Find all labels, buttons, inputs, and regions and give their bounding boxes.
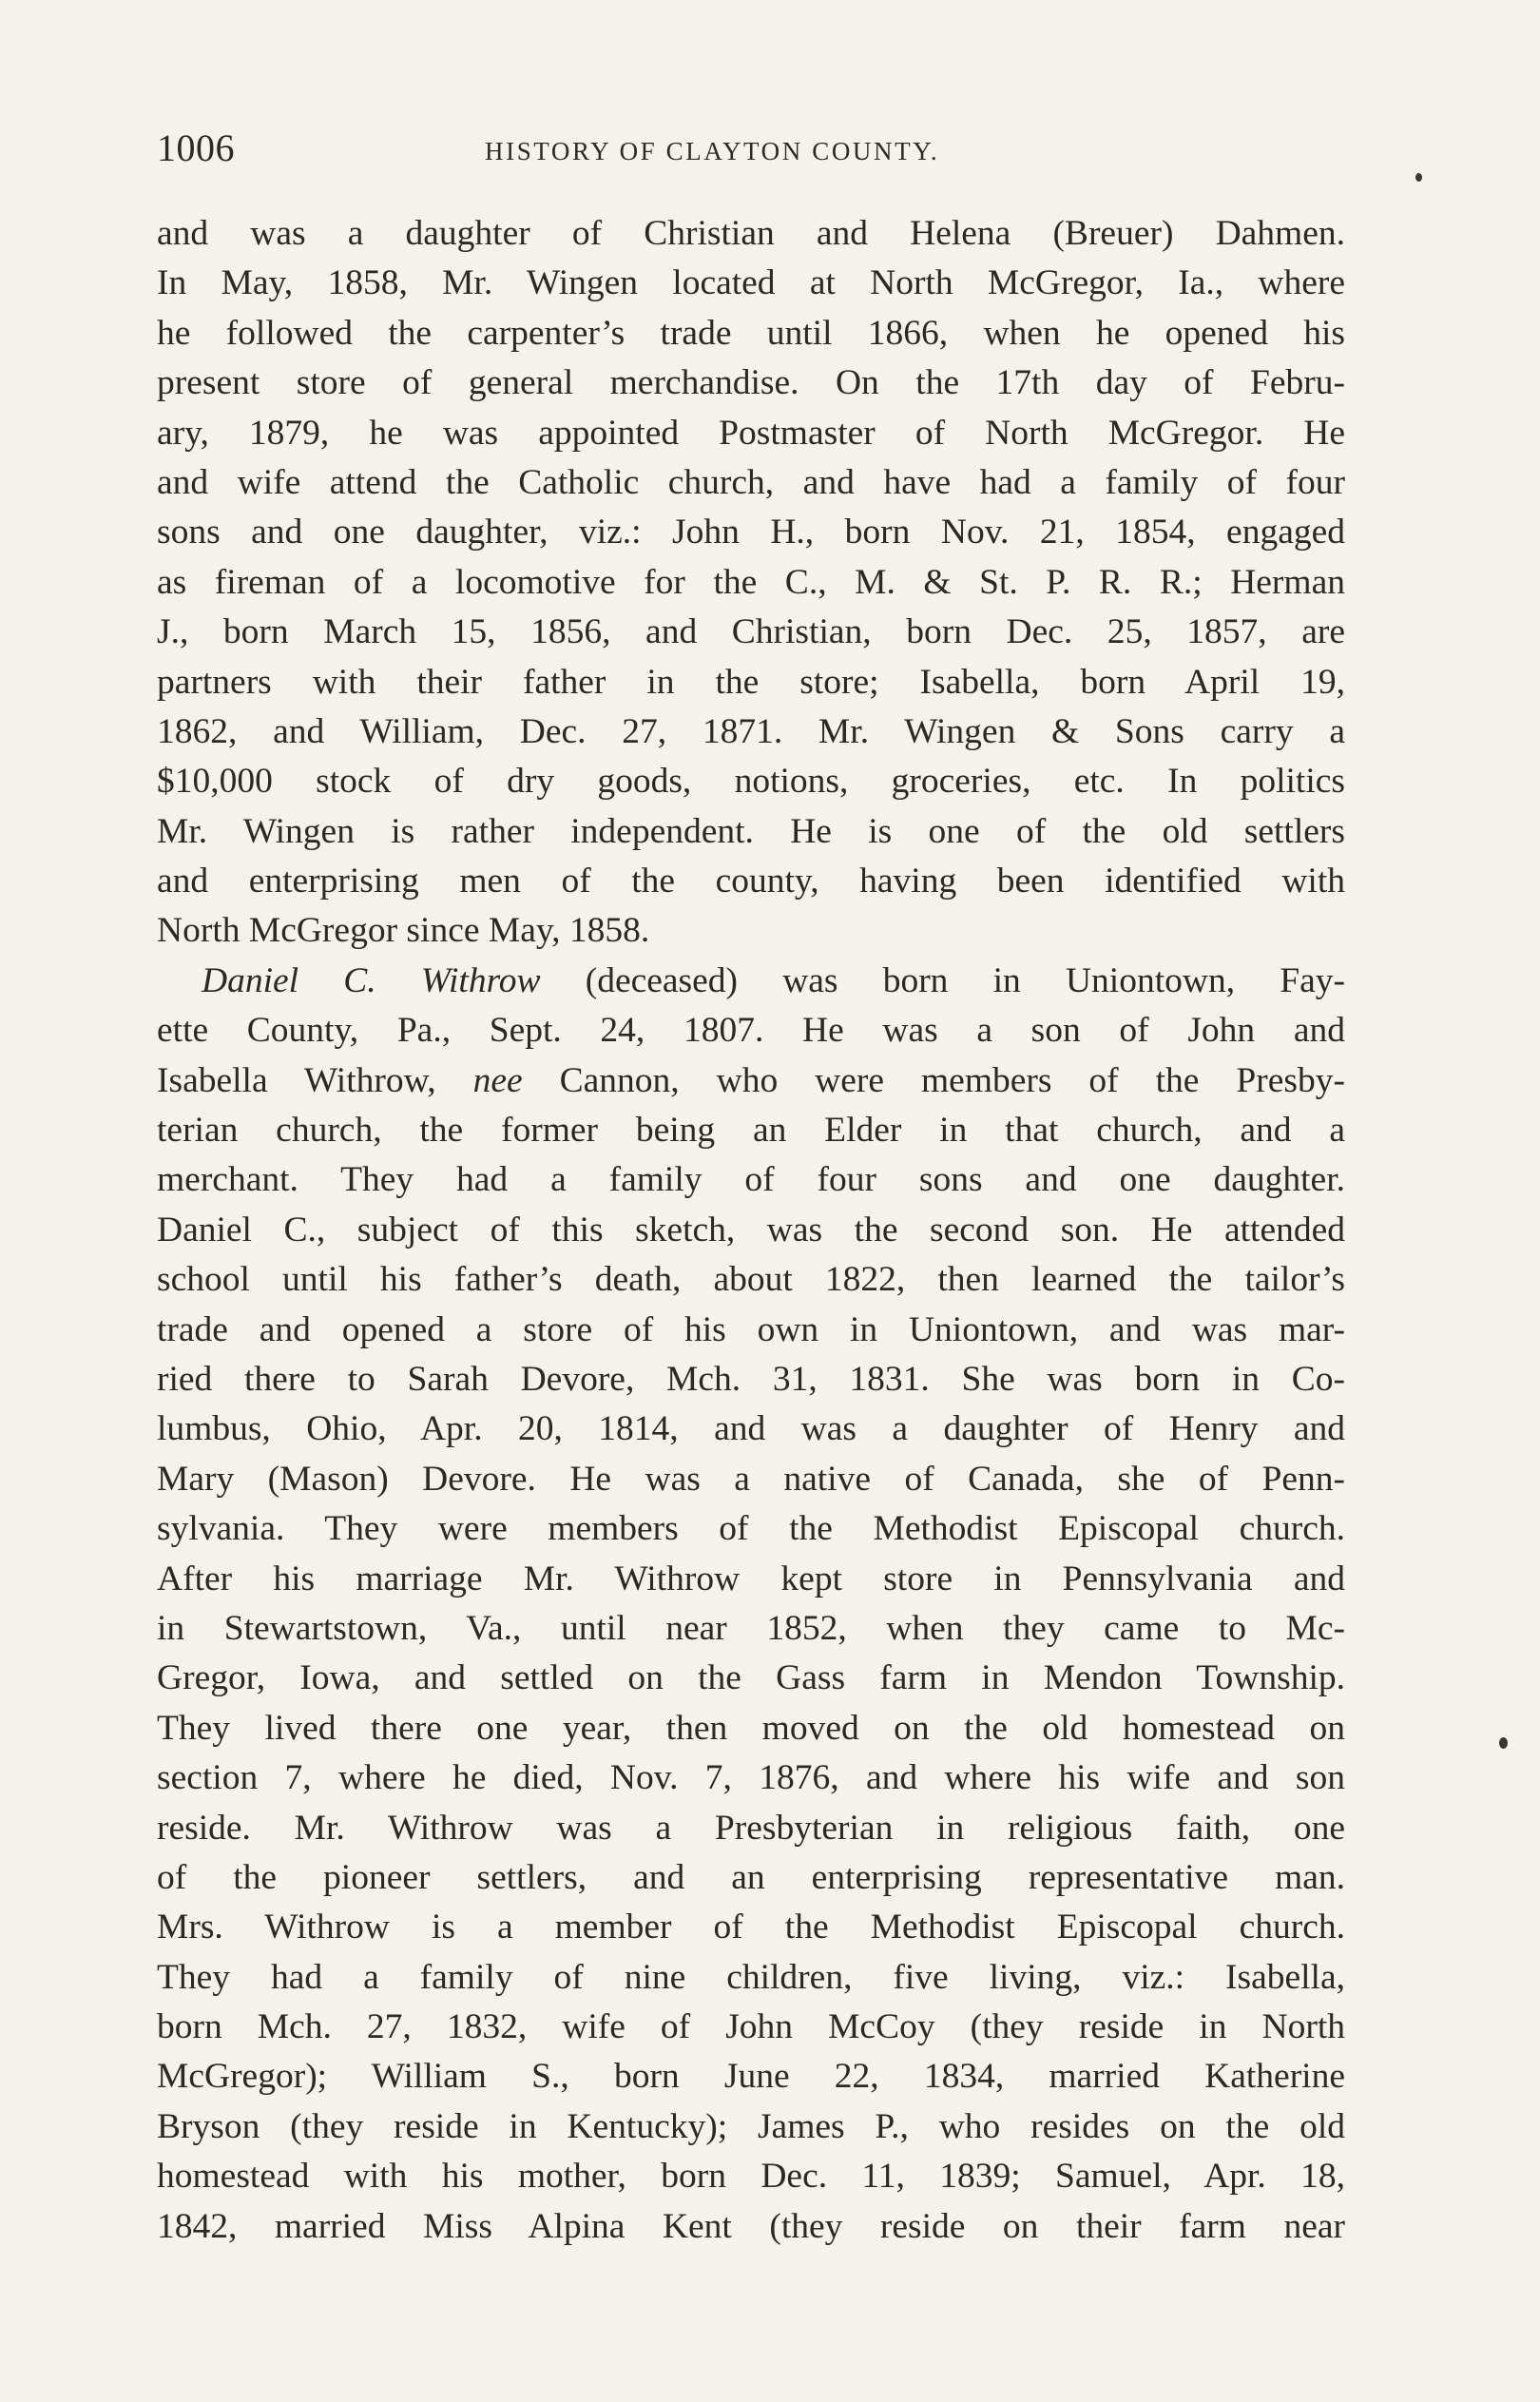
text-line: reside. Mr. Withrow was a Presbyterian in religious faith, one <box>157 1808 1345 1848</box>
text-line: homestead with his mother, born Dec. 11, 1839; Samuel, Apr. 18, <box>157 2157 1345 2197</box>
text-line: ette County, Pa., Sept. 24, 1807. He was a son of John and <box>157 1011 1345 1051</box>
text-line: They lived there one year, then moved on the old homestead on <box>157 1708 1345 1748</box>
text-line: born Mch. 27, 1832, wife of John McCoy (they reside in North <box>157 2007 1345 2047</box>
text-line: Daniel C., subject of this sketch, was the second son. He attended <box>157 1210 1345 1249</box>
text-line <box>157 1056 1345 1106</box>
text-line <box>157 957 1345 1006</box>
nee-word: nee <box>472 1060 523 1100</box>
text-line: as fireman of a locomotive for the C., M. & St. P. R. R.; Herman <box>157 562 1345 602</box>
text-line: ary, 1879, he was appointed Postmaster of North McGregor. He <box>157 413 1345 453</box>
text-line: They had a family of nine children, five living, viz.: Isabella, <box>157 1957 1345 1997</box>
running-head: HISTORY OF CLAYTON COUNTY. <box>485 137 940 165</box>
text-line: J., born March 15, 1856, and Christian, born Dec. 25, 1857, are <box>157 612 1345 652</box>
text-line: Mr. Wingen is rather independent. He is one of the old settlers <box>157 811 1345 851</box>
text-line: Gregor, Iowa, and settled on the Gass farm in Mendon Township. <box>157 1658 1345 1698</box>
page-number: 1006 <box>157 126 235 169</box>
text-line: North McGregor since May, 1858. <box>157 911 650 951</box>
text-line: lumbus, Ohio, Apr. 20, 1814, and was a daughter of Henry and <box>157 1409 1345 1449</box>
text-line: McGregor); William S., born June 22, 1834, married Katherine <box>157 2057 1345 2097</box>
text-line: After his marriage Mr. Withrow kept store in Pennsylvania and <box>157 1559 1345 1598</box>
text-fragment: Isabella Withrow, <box>157 1060 436 1100</box>
text-line: $10,000 stock of dry goods, notions, groceries, etc. In politics <box>157 762 1345 802</box>
biography-name: Daniel C. Withrow <box>202 960 541 1000</box>
text-line: Bryson (they reside in Kentucky); James P., who resides on the old <box>157 2106 1345 2146</box>
body-text <box>157 209 1345 2252</box>
ink-speck <box>1499 1737 1508 1749</box>
text-line: 1842, married Miss Alpina Kent (they reside on their farm near <box>157 2206 1345 2246</box>
text-line: In May, 1858, Mr. Wingen located at North McGregor, Ia., where <box>157 263 1345 303</box>
text-line: section 7, where he died, Nov. 7, 1876, and where his wife and son <box>157 1758 1345 1798</box>
text-fragment: (deceased) was born in Uniontown, Fay- <box>585 960 1345 1000</box>
text-line: ried there to Sarah Devore, Mch. 31, 1831. She was born in Co- <box>157 1359 1345 1399</box>
text-line: partners with their father in the store; Isabella, born April 19, <box>157 662 1345 702</box>
text-line: and enterprising men of the county, having been identified with <box>157 862 1345 901</box>
text-line: present store of general merchandise. On the 17th day of Febru- <box>157 363 1345 403</box>
text-line: school until his father’s death, about 1822, then learned the tailor’s <box>157 1260 1345 1300</box>
text-line: terian church, the former being an Elder in that church, and a <box>157 1111 1345 1151</box>
text-line: sons and one daughter, viz.: John H., born Nov. 21, 1854, engaged <box>157 513 1345 552</box>
text-line: sylvania. They were members of the Methodist Episcopal church. <box>157 1509 1345 1549</box>
text-line: he followed the carpenter’s trade until 1866, when he opened his <box>157 313 1345 353</box>
text-fragment: Cannon, who were members of the Presby- <box>559 1060 1345 1100</box>
text-line: in Stewartstown, Va., until near 1852, when they came to Mc- <box>157 1608 1345 1648</box>
text-line: merchant. They had a family of four sons and one daughter. <box>157 1160 1345 1200</box>
page-header <box>157 126 1340 173</box>
text-line: Mary (Mason) Devore. He was a native of Canada, she of Penn- <box>157 1459 1345 1499</box>
text-line: 1862, and William, Dec. 27, 1871. Mr. Wingen & Sons carry a <box>157 711 1345 751</box>
text-line: and was a daughter of Christian and Helena (Breuer) Dahmen. <box>157 214 1345 253</box>
ink-speck <box>1415 173 1422 182</box>
text-line: trade and opened a store of his own in Uniontown, and was mar- <box>157 1309 1345 1349</box>
text-line: of the pioneer settlers, and an enterprising representative man. <box>157 1857 1345 1897</box>
text-line: and wife attend the Catholic church, and have had a family of four <box>157 462 1345 502</box>
text-line: Mrs. Withrow is a member of the Methodist Episcopal church. <box>157 1908 1345 1947</box>
